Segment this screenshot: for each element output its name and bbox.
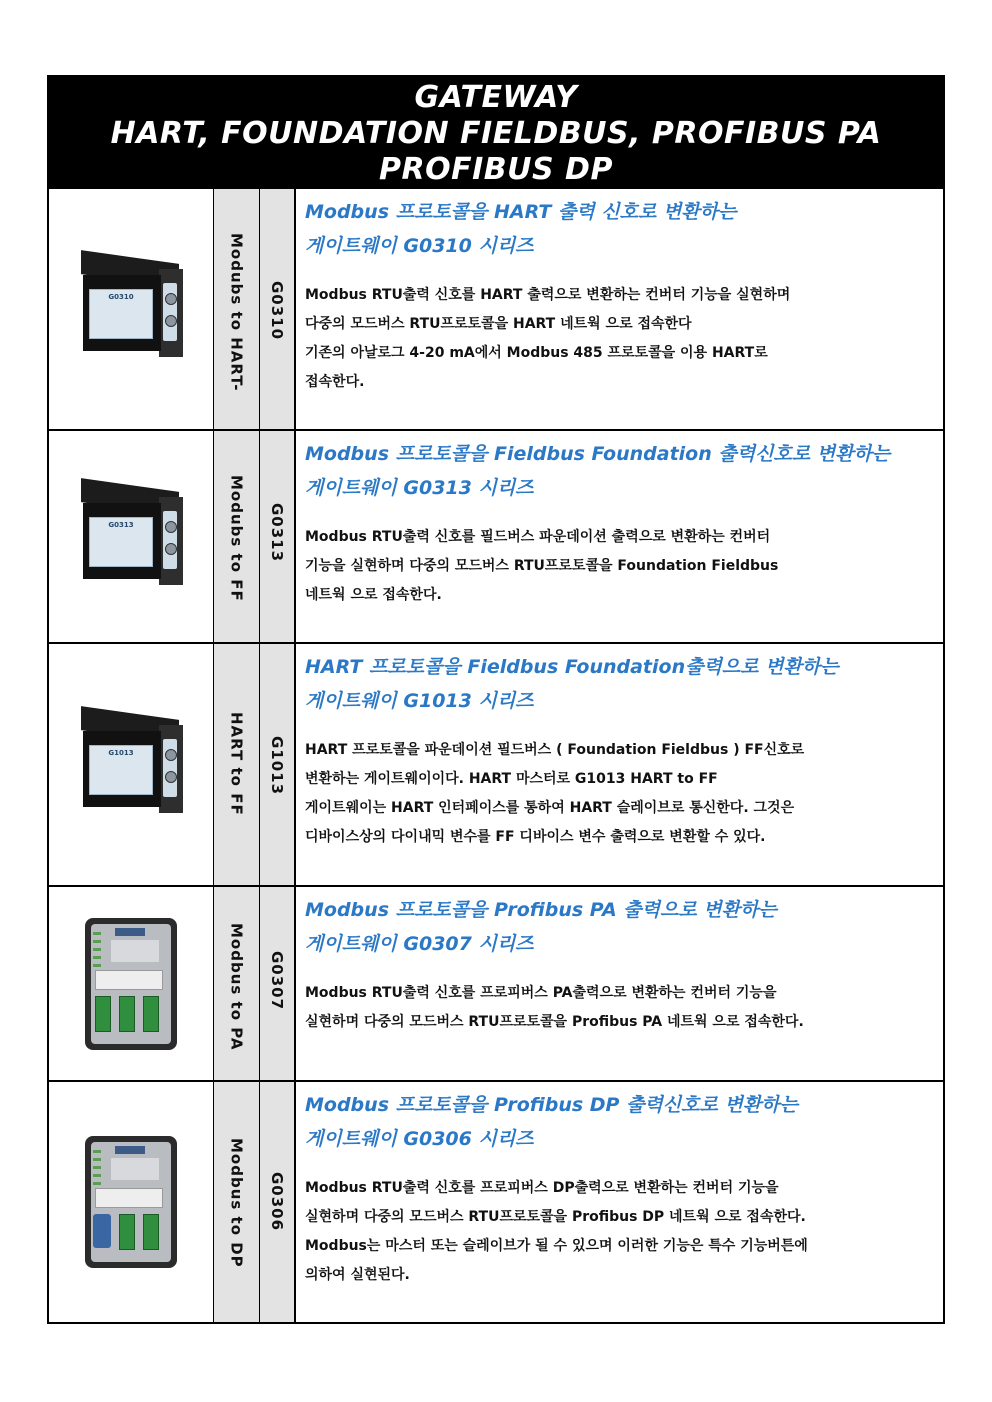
product-body [305, 523, 935, 610]
product-title [305, 1088, 935, 1156]
product-title-line: 게이트웨이 G0307 시리즈 [305, 933, 534, 955]
product-description [296, 189, 943, 429]
product-image-g0307 [49, 887, 214, 1080]
product-description [296, 431, 943, 642]
header-title: GATEWAY [414, 80, 578, 115]
body-line: 실현하며 다중의 모드버스 RTU프로토콜을 Profibus DP 네트웍 으로 접속한다. [305, 1209, 806, 1225]
product-code: G0307 [268, 951, 286, 1011]
body-line: 게이트웨이는 HART 인터페이스를 통하여 HART 슬레이브로 통신한다. 그것은 [305, 800, 795, 816]
product-title-line: 게이트웨이 G0310 시리즈 [305, 235, 534, 257]
device-label: G0310 [89, 289, 153, 339]
catalog-header [49, 77, 943, 187]
product-row-g0313 [49, 429, 943, 642]
profibus-gateway-image [85, 918, 177, 1050]
product-body [305, 1174, 935, 1290]
body-line: Modbus RTU출력 신호를 필드버스 파운데이션 출력으로 변환하는 컨버터 [305, 529, 771, 545]
device-label: G0313 [89, 517, 153, 567]
body-line: 기존의 아날로그 4-20 mA에서 Modbus 485 프로토콜을 이용 HART로 [305, 345, 768, 361]
product-description [296, 644, 943, 885]
product-title [305, 650, 935, 718]
gateway-catalog-table [47, 75, 945, 1324]
product-category: Modubs to FF [227, 475, 246, 602]
product-title-line: Modbus 프로토콜을 HART 출력 신호로 변환하는 [305, 201, 737, 223]
product-code: G0310 [268, 281, 286, 341]
body-line: Modbus RTU출력 신호를 HART 출력으로 변환하는 컨버터 기능을 실현하며 [305, 287, 791, 303]
header-subtitle-2: PROFIBUS DP [379, 152, 613, 187]
product-image-g0310 [49, 189, 214, 429]
body-line: 디바이스상의 다이내믹 변수를 FF 디바이스 변수 출력으로 변환할 수 있다. [305, 829, 766, 845]
product-code: G0313 [268, 503, 286, 563]
product-row-g0310 [49, 187, 943, 429]
product-description [296, 1082, 943, 1322]
profibus-gateway-image [85, 1136, 177, 1268]
product-title [305, 195, 935, 263]
body-line: Modbus는 마스터 또는 슬레이브가 될 수 있으며 이러한 기능은 특수 기능버튼에 [305, 1238, 808, 1254]
product-description [296, 887, 943, 1080]
product-category: Modbus to DP [227, 1138, 246, 1268]
body-line: 의하여 실현된다. [305, 1267, 410, 1283]
product-row-g0307 [49, 885, 943, 1080]
product-body [305, 281, 935, 397]
body-line: 다중의 모드버스 RTU프로토콜을 HART 네트웍 으로 접속한다 [305, 316, 692, 332]
product-title [305, 893, 935, 961]
product-code: G0306 [268, 1172, 286, 1232]
din-rail-gateway-image [77, 709, 185, 821]
product-category: Modubs to HART- [227, 233, 246, 392]
device-label: G1013 [89, 745, 153, 795]
body-line: 변환하는 게이트웨이이다. HART 마스터로 G1013 HART to FF [305, 771, 718, 787]
body-line: 실현하며 다중의 모드버스 RTU프로토콜을 Profibus PA 네트웍 으로 접속한다. [305, 1014, 804, 1030]
product-code: G1013 [268, 736, 286, 796]
body-line: 기능을 실현하며 다중의 모드버스 RTU프로토콜을 Foundation Fieldbus [305, 558, 779, 574]
product-body [305, 979, 935, 1037]
product-body [305, 736, 935, 852]
product-title-line: Modbus 프로토콜을 Profibus PA 출력으로 변환하는 [305, 899, 777, 921]
body-line: HART 프로토콜을 파운데이션 필드버스 ( Foundation Fieldbus ) FF신호로 [305, 742, 805, 758]
product-image-g0313 [49, 431, 214, 642]
body-line: Modbus RTU출력 신호를 프로피버스 DP출력으로 변환하는 컨버터 기능을 [305, 1180, 779, 1196]
product-row-g0306 [49, 1080, 943, 1322]
product-title [305, 437, 935, 505]
din-rail-gateway-image [77, 481, 185, 593]
product-title-line: Modbus 프로토콜을 Fieldbus Foundation 출력신호로 변환하는 [305, 443, 891, 465]
product-image-g0306 [49, 1082, 214, 1322]
din-rail-gateway-image [77, 253, 185, 365]
product-title-line: 게이트웨이 G0306 시리즈 [305, 1128, 534, 1150]
product-title-line: 게이트웨이 G0313 시리즈 [305, 477, 534, 499]
body-line: 접속한다. [305, 374, 365, 390]
product-category: HART to FF [227, 712, 246, 816]
header-subtitle: HART, FOUNDATION FIELDBUS, PROFIBUS PA [110, 116, 882, 151]
product-title-line: 게이트웨이 G1013 시리즈 [305, 690, 534, 712]
body-line: Modbus RTU출력 신호를 프로피버스 PA출력으로 변환하는 컨버터 기능을 [305, 985, 777, 1001]
product-row-g1013 [49, 642, 943, 885]
body-line: 네트웍 으로 접속한다. [305, 587, 442, 603]
product-image-g1013 [49, 644, 214, 885]
product-title-line: Modbus 프로토콜을 Profibus DP 출력신호로 변환하는 [305, 1094, 798, 1116]
product-title-line: HART 프로토콜을 Fieldbus Foundation출력으로 변환하는 [305, 656, 839, 678]
product-category: Modbus to PA [227, 923, 246, 1051]
